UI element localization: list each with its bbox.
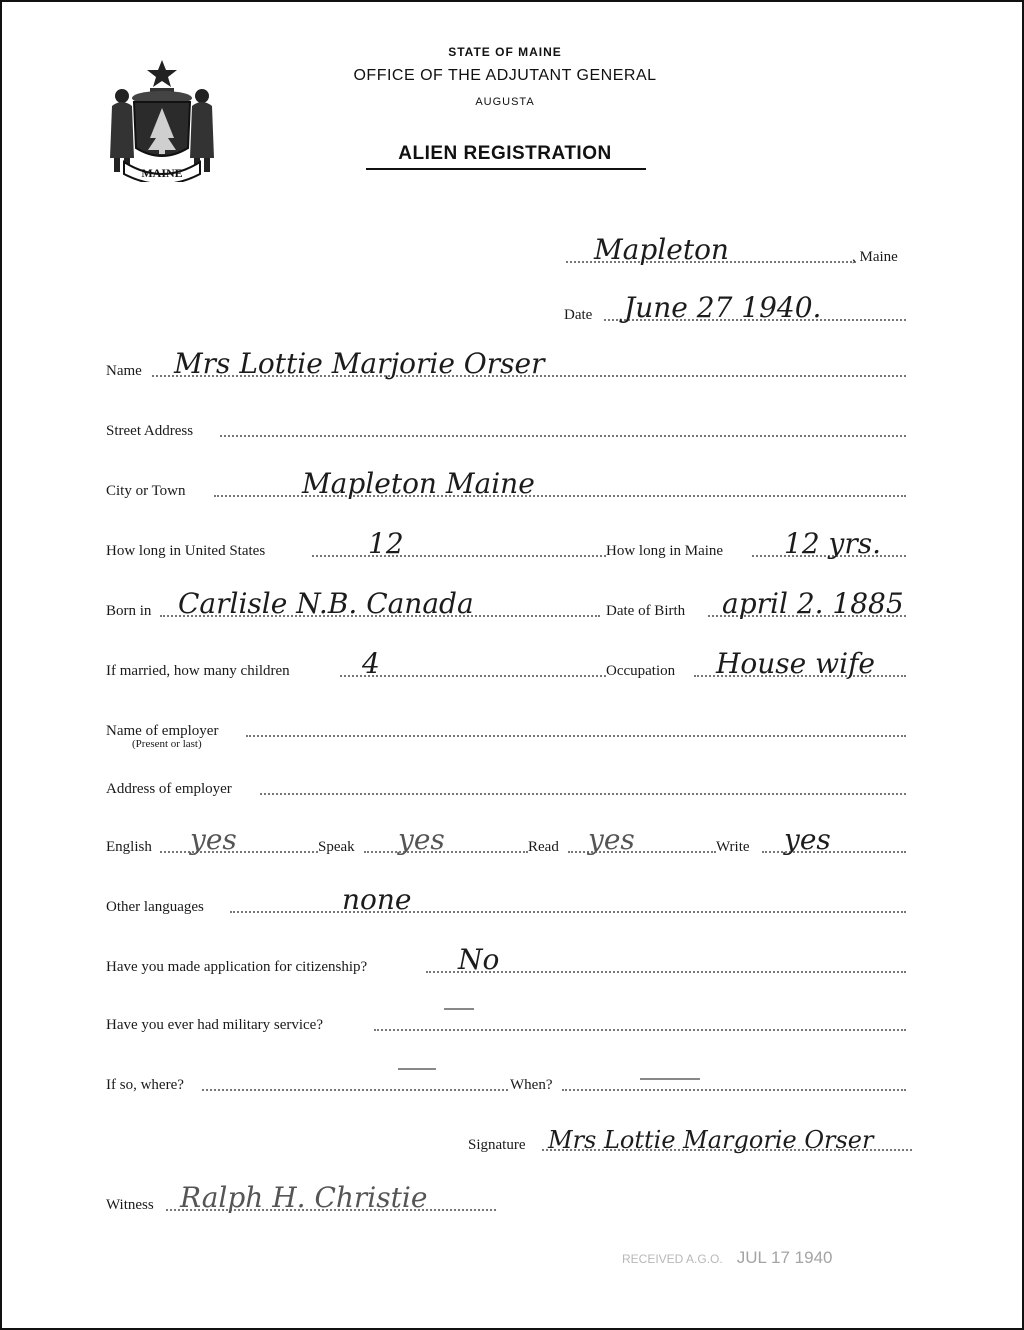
name-field[interactable]: [106, 347, 906, 380]
form-title: ALIEN REGISTRATION: [398, 143, 612, 164]
other-languages-label: Other languages: [106, 899, 204, 915]
english-label: English: [106, 839, 152, 855]
signature-value: Mrs Lottie Margorie Orser: [548, 1126, 874, 1154]
town-value: Mapleton: [594, 233, 729, 266]
military-label: Have you ever had military service?: [106, 1017, 323, 1033]
date-of-birth-label: Date of Birth: [606, 603, 686, 619]
how-long-maine-field[interactable]: [606, 527, 906, 560]
street-address-field[interactable]: [106, 418, 906, 440]
military-dash-mark: [444, 1008, 474, 1010]
received-stamp-date: JUL 17 1940: [736, 1248, 833, 1267]
other-languages-value: none: [342, 883, 412, 916]
employer-address-field[interactable]: [106, 776, 906, 798]
city-or-town-label: City or Town: [106, 483, 186, 499]
seal-motto: MAINE: [141, 166, 183, 180]
english-value: yes: [190, 823, 237, 856]
born-in-value: Carlisle N.B. Canada: [178, 587, 474, 620]
how-long-maine-value: 12 yrs.: [784, 527, 882, 560]
when-label: When?: [510, 1077, 553, 1093]
children-value: 4: [362, 647, 380, 680]
occupation-field[interactable]: [606, 647, 906, 680]
state-heading: STATE OF MAINE: [448, 45, 562, 59]
city-heading: AUGUSTA: [475, 96, 535, 108]
name-value: Mrs Lottie Marjorie Orser: [174, 347, 545, 380]
born-in-label: Born in: [106, 603, 152, 619]
other-languages-field[interactable]: [106, 883, 906, 916]
received-stamp-text: RECEIVED A.G.O.: [622, 1252, 723, 1266]
children-field[interactable]: [106, 647, 606, 680]
occupation-label: Occupation: [606, 663, 676, 679]
date-field[interactable]: [564, 291, 910, 324]
how-long-us-field[interactable]: [106, 527, 606, 560]
street-address-label: Street Address: [106, 423, 194, 439]
employer-address-label: Address of employer: [106, 781, 232, 797]
witness-field[interactable]: [106, 1181, 526, 1214]
title-underline: [366, 168, 646, 170]
name-label: Name: [106, 363, 142, 379]
read-value: yes: [588, 823, 635, 856]
when-field[interactable]: [510, 1072, 906, 1094]
born-in-field[interactable]: [106, 587, 606, 620]
speak-field[interactable]: [318, 823, 528, 856]
employer-name-label: Name of employer: [106, 723, 219, 739]
where-label: If so, where?: [106, 1077, 184, 1093]
employer-name-field[interactable]: [106, 718, 906, 740]
office-heading: OFFICE OF THE ADJUTANT GENERAL: [353, 67, 657, 84]
employer-sublabel: (Present or last): [132, 738, 202, 750]
witness-label: Witness: [106, 1197, 154, 1213]
read-field[interactable]: [528, 823, 716, 856]
date-of-birth-value: april 2. 1885: [722, 587, 904, 620]
english-field[interactable]: [106, 823, 318, 856]
state-seal-icon: [104, 58, 220, 182]
citizenship-value: No: [458, 943, 500, 976]
write-value: yes: [784, 823, 831, 856]
city-or-town-value: Mapleton Maine: [302, 467, 535, 500]
speak-label: Speak: [318, 839, 355, 855]
where-dash-mark: [398, 1068, 436, 1070]
how-long-us-label: How long in United States: [106, 543, 266, 559]
citizenship-label: Have you made application for citizenship?: [106, 959, 368, 975]
date-of-birth-field[interactable]: [606, 587, 906, 620]
write-label: Write: [716, 839, 750, 855]
citizenship-field[interactable]: [106, 943, 906, 976]
when-dash-mark: [640, 1078, 700, 1080]
read-label: Read: [528, 839, 559, 855]
speak-value: yes: [398, 823, 445, 856]
occupation-value: House wife: [716, 647, 876, 680]
witness-value: Ralph H. Christie: [180, 1181, 428, 1214]
write-field[interactable]: [716, 823, 906, 856]
children-label: If married, how many children: [106, 663, 290, 679]
signature-field[interactable]: [468, 1126, 928, 1154]
signature-label: Signature: [468, 1137, 526, 1153]
city-or-town-field[interactable]: [106, 467, 906, 500]
date-value: June 27 1940.: [624, 291, 822, 324]
received-stamp: [622, 1248, 832, 1268]
date-label: Date: [564, 307, 593, 323]
maine-label: , Maine: [852, 249, 898, 265]
where-field[interactable]: [106, 1072, 510, 1094]
town-field[interactable]: [560, 233, 910, 266]
how-long-maine-label: How long in Maine: [606, 543, 724, 559]
how-long-us-value: 12: [368, 527, 404, 560]
military-field[interactable]: [106, 1012, 906, 1034]
